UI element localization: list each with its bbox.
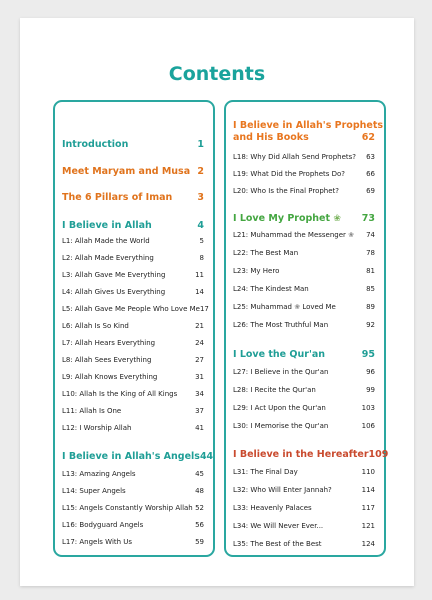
lesson-page: 99 (366, 386, 375, 394)
section-page: 109 (368, 449, 389, 460)
entry-page: 3 (197, 192, 204, 203)
lesson-label: L29: I Act Upon the Qur'an (233, 404, 326, 412)
lesson-row[interactable] (233, 153, 375, 161)
section-page: 95 (361, 349, 375, 360)
lesson-page: 89 (366, 303, 375, 311)
section-label: I Believe in the Hereafter (233, 449, 369, 460)
lesson-label: L11: Allah Is One (62, 407, 122, 415)
lesson-page: 5 (199, 237, 204, 245)
lesson-page: 27 (195, 356, 204, 364)
lesson-label: L34: We Will Never Ever... (233, 522, 324, 530)
lesson-label: L5: Allah Gave Me People Who Love Me (62, 305, 200, 313)
section-label: I Believe in Allah (62, 220, 152, 231)
lesson-label: L1: Allah Made the World (62, 237, 150, 245)
lesson-page: 41 (195, 424, 204, 432)
lesson-label: L8: Allah Sees Everything (62, 356, 152, 364)
lesson-label: L17: Angels With Us (62, 538, 133, 546)
lesson-label: L24: The Kindest Man (233, 285, 309, 293)
section-page: 4 (197, 220, 204, 231)
lesson-label: L21: Muhammad the Messenger (233, 231, 346, 239)
lesson-label: L10: Allah Is the King of All Kings (62, 390, 178, 398)
lesson-label: L31: The Final Day (233, 468, 298, 476)
lesson-label: L7: Allah Hears Everything (62, 339, 156, 347)
lesson-label: L13: Amazing Angels (62, 470, 136, 478)
lesson-page: 63 (366, 153, 375, 161)
lesson-label: L3: Allah Gave Me Everything (62, 271, 166, 279)
lesson-row[interactable] (233, 267, 375, 275)
lesson-row[interactable] (62, 271, 204, 279)
section-heading-prophets[interactable] (233, 120, 384, 143)
lesson-row[interactable] (62, 390, 204, 398)
lesson-page: 124 (361, 540, 375, 548)
entry-label: Meet Maryam and Musa (62, 166, 191, 177)
section-heading-my-prophet[interactable] (233, 213, 375, 224)
lesson-row[interactable] (62, 521, 204, 529)
lesson-page: 11 (195, 271, 204, 279)
lesson-page: 14 (195, 288, 204, 296)
lesson-row[interactable] (62, 407, 204, 415)
lesson-page: 37 (195, 407, 204, 415)
lesson-label-end: Loved Me (302, 303, 336, 311)
lesson-label: L9: Allah Knows Everything (62, 373, 158, 381)
lesson-page: 59 (195, 538, 204, 546)
section-heading-angels[interactable] (62, 451, 214, 462)
lesson-row[interactable] (233, 231, 375, 239)
lesson-row[interactable] (62, 504, 204, 512)
lesson-page: 8 (199, 254, 204, 262)
contents-column-left (53, 100, 215, 557)
lesson-page: 106 (361, 422, 375, 430)
lesson-page: 92 (366, 321, 375, 329)
lesson-row[interactable] (233, 422, 375, 430)
entry-label: The 6 Pillars of Iman (62, 192, 173, 203)
salawat-icon: ❀ (294, 303, 301, 311)
lesson-row[interactable] (233, 468, 375, 476)
lesson-page: 114 (361, 486, 375, 494)
lesson-page: 81 (366, 267, 375, 275)
lesson-page: 96 (366, 368, 375, 376)
lesson-row[interactable] (62, 538, 204, 546)
section-label: I Love My Prophet (233, 213, 331, 224)
lesson-page: 121 (361, 522, 375, 530)
lesson-row[interactable] (62, 424, 204, 432)
lesson-row[interactable] (233, 486, 375, 494)
page-title: Contents (168, 63, 266, 85)
lesson-row[interactable] (233, 321, 375, 329)
lesson-page: 103 (361, 404, 375, 412)
salawat-icon: ❀ (348, 231, 355, 239)
lesson-label: L20: Who Is the Final Prophet? (233, 187, 340, 195)
section-label-line2: and His Books (233, 132, 309, 143)
lesson-page: 69 (366, 187, 375, 195)
lesson-label: L18: Why Did Allah Send Prophets? (233, 153, 357, 161)
lesson-label: L32: Who Will Enter Jannah? (233, 486, 332, 494)
lesson-page: 85 (366, 285, 375, 293)
lesson-row[interactable] (62, 305, 209, 313)
contents-column-right (224, 100, 389, 557)
lesson-label: L12: I Worship Allah (62, 424, 132, 432)
lesson-page: 24 (195, 339, 204, 347)
lesson-row[interactable] (233, 404, 375, 412)
lesson-row[interactable] (62, 487, 204, 495)
toc-entry-pillars[interactable] (62, 192, 204, 203)
lesson-row[interactable] (62, 373, 204, 381)
lesson-label: L35: The Best of the Best (233, 540, 322, 548)
lesson-label: L14: Super Angels (62, 487, 126, 495)
entry-page: 2 (197, 166, 204, 177)
lesson-row[interactable] (62, 237, 204, 245)
lesson-label: L23: My Hero (233, 267, 280, 275)
lesson-page: 17 (199, 305, 209, 313)
section-heading-allah[interactable] (62, 220, 204, 231)
section-page: 62 (361, 132, 375, 143)
lesson-page: 45 (195, 470, 204, 478)
lesson-label: L27: I Believe in the Qur'an (233, 368, 329, 376)
lesson-label: L19: What Did the Prophets Do? (233, 170, 346, 178)
lesson-row[interactable] (233, 249, 375, 257)
lesson-page: 34 (195, 390, 204, 398)
lesson-page: 66 (366, 170, 375, 178)
lesson-label: L15: Angels Constantly Worship Allah (62, 504, 193, 512)
lesson-row[interactable] (62, 288, 204, 296)
toc-entry-meet[interactable] (62, 166, 204, 177)
lesson-row[interactable] (233, 285, 375, 293)
section-page: 73 (361, 213, 375, 224)
lesson-page: 21 (195, 322, 204, 330)
lesson-row[interactable] (62, 356, 204, 364)
lesson-row[interactable] (62, 470, 204, 478)
salawat-icon: ❀ (333, 214, 341, 224)
lesson-row[interactable] (233, 504, 375, 512)
lesson-page: 117 (361, 504, 375, 512)
lesson-label: L16: Bodyguard Angels (62, 521, 144, 529)
lesson-label: L33: Heavenly Palaces (233, 504, 312, 512)
section-label: I Love the Qur'an (233, 349, 326, 360)
lesson-page: 56 (195, 521, 204, 529)
lesson-row[interactable] (233, 522, 375, 530)
lesson-row[interactable] (62, 322, 204, 330)
lesson-row[interactable] (233, 368, 375, 376)
entry-label: Introduction (62, 139, 129, 150)
section-heading-quran[interactable] (233, 349, 375, 360)
lesson-label: L28: I Recite the Qur'an (233, 386, 316, 394)
lesson-row[interactable] (233, 303, 375, 311)
section-label-line1: I Believe in Allah's Prophets (233, 120, 384, 131)
lesson-label: L2: Allah Made Everything (62, 254, 154, 262)
lesson-label: L22: The Best Man (233, 249, 299, 257)
lesson-row[interactable] (233, 540, 375, 548)
lesson-label: L6: Allah Is So Kind (62, 322, 129, 330)
lesson-page: 110 (361, 468, 375, 476)
section-label: I Believe in Allah's Angels (62, 451, 200, 462)
lesson-row[interactable] (233, 187, 375, 195)
lesson-row[interactable] (62, 339, 204, 347)
toc-entry-introduction[interactable] (62, 139, 204, 150)
lesson-page: 78 (366, 249, 375, 257)
lesson-label: L26: The Most Truthful Man (233, 321, 329, 329)
lesson-row[interactable] (233, 170, 375, 178)
section-page: 44 (199, 451, 214, 462)
entry-page: 1 (197, 139, 204, 150)
lesson-label: L30: I Memorise the Qur'an (233, 422, 329, 430)
lesson-label: L4: Allah Gives Us Everything (62, 288, 166, 296)
lesson-page: 31 (195, 373, 204, 381)
lesson-row[interactable] (233, 386, 375, 394)
lesson-row[interactable] (62, 254, 204, 262)
lesson-page: 48 (195, 487, 204, 495)
lesson-page: 74 (366, 231, 375, 239)
lesson-label: L25: Muhammad (233, 303, 292, 311)
section-heading-hereafter[interactable] (233, 449, 389, 460)
book-page (20, 18, 414, 586)
lesson-page: 52 (195, 504, 204, 512)
